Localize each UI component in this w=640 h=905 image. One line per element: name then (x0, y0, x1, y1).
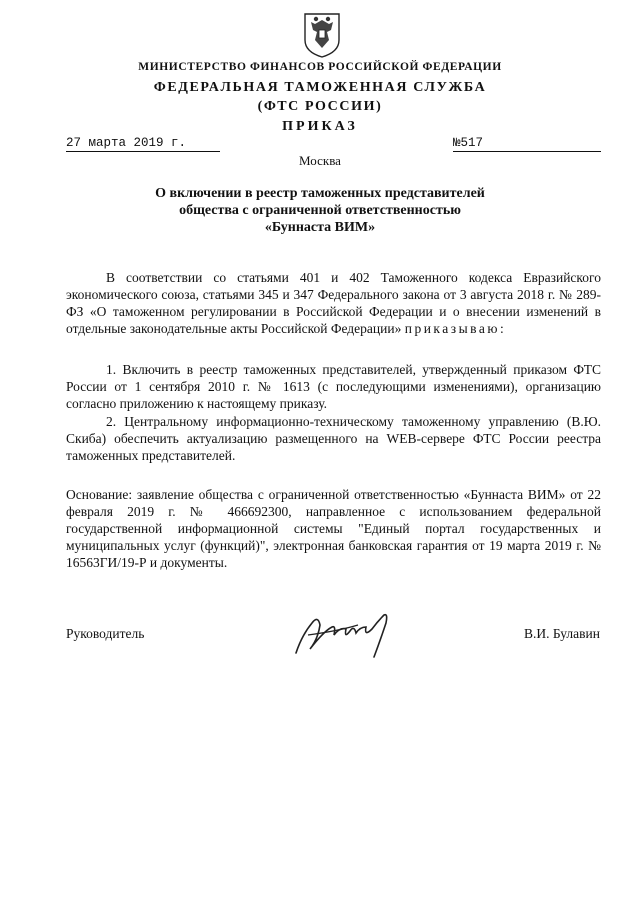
item-1-text: 1. Включить в реестр таможенных представителей, утвержденный приказом ФТС России от 1 сентября 2010 г. № 1613 (с последующими изменениями), организацию согласно приложению к настоящему приказу. (66, 362, 601, 412)
document-type: ПРИКАЗ (282, 119, 358, 134)
service-name: ФЕДЕРАЛЬНАЯ ТАМОЖЕННАЯ СЛУЖБА (153, 80, 487, 95)
title-line-2: общества с ограниченной ответственностью (179, 203, 461, 218)
handwritten-signature-icon (288, 605, 408, 665)
ministry-name: МИНИСТЕРСТВО ФИНАНСОВ РОССИЙСКОЙ ФЕДЕРАЦИИ (138, 61, 502, 73)
order-number-field (453, 136, 601, 152)
order-date: 27 марта 2019 г. (66, 136, 220, 152)
signatory-position: Руководитель (66, 626, 145, 641)
item-2-text: 2. Центральному информационно-техническому таможенному управлению (В.Ю. Скиба) обеспечить актуализацию размещенного на WEB-сервере ФТС России реестра таможенных представителей. (66, 414, 601, 464)
item-1-paragraph (66, 361, 601, 412)
city: Москва (299, 153, 341, 168)
title-line-3: «Буннаста ВИМ» (264, 220, 376, 235)
title-line-1: О включении в реестр таможенных представителей (155, 186, 485, 201)
preamble-text: В соответствии со статьями 401 и 402 Таможенного кодекса Евразийского экономического союза, статьями 345 и 347 Федерального закона от 3 августа 2018 г. № 289-ФЗ «О таможенном регулировании в Российской Федерации и о внесении изменений в отдельные законодательные акты Российской Федерации» (66, 270, 601, 337)
number-sign: № (453, 136, 461, 150)
coat-of-arms-icon (301, 10, 343, 58)
basis-paragraph: Основание: заявление общества с ограниченной ответственностью «Буннаста ВИМ» от 22 февраля 2019 г. № 466692300, направленное с использованием федеральной государственной информационной системы "Единый портал государственных и муниципальных услуг (функций)", электронная банковская гарантия от 19 марта 2019 г. № 16563ГИ/19-Р и документы. (66, 487, 601, 571)
order-title (80, 185, 560, 236)
item-2-paragraph (66, 413, 601, 464)
signatory-name: В.И. Булавин (523, 626, 600, 641)
preamble-paragraph (66, 269, 601, 337)
service-abbreviation: (ФТС РОССИИ) (257, 99, 383, 114)
order-number: 517 (460, 136, 484, 150)
order-word: приказываю: (404, 321, 507, 337)
